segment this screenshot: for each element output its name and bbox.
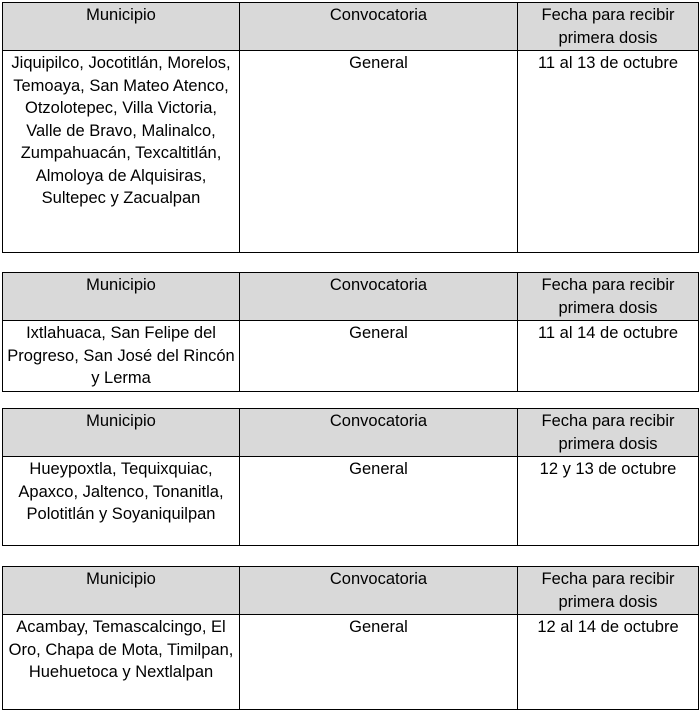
table-row — [3, 615, 699, 710]
cell-fecha: 12 y 13 de octubre — [518, 457, 699, 546]
cell-convocatoria: General — [240, 51, 518, 253]
cell-municipios: Acambay, Temascalcingo, El Oro, Chapa de Mota, Timilpan, Huehuetoca y Nextlalpan — [3, 615, 240, 710]
header-fecha: Fecha para recibir primera dosis — [518, 409, 699, 457]
cell-convocatoria: General — [240, 457, 518, 546]
header-fecha: Fecha para recibir primera dosis — [518, 3, 699, 51]
header-fecha: Fecha para recibir primera dosis — [518, 567, 699, 615]
header-municipio: Municipio — [3, 567, 240, 615]
cell-fecha: 12 al 14 de octubre — [518, 615, 699, 710]
table-row — [3, 457, 699, 546]
cell-municipios: Jiquipilco, Jocotitlán, Morelos, Temoaya, San Mateo Atenco, Otzolotepec, Villa Victoria, Valle de Bravo, Malinalco, Zumpahuacán, Texcaltitlán, Almoloya de Alquisiras, Sultepec y Zacualpan — [3, 51, 240, 253]
header-convocatoria: Convocatoria — [240, 273, 518, 321]
header-row — [3, 3, 699, 51]
schedule-table-1 — [2, 2, 699, 253]
schedule-table-2 — [2, 272, 699, 392]
cell-municipios: Hueypoxtla, Tequixquiac, Apaxco, Jaltenco, Tonanitla, Polotitlán y Soyaniquilpan — [3, 457, 240, 546]
header-municipio: Municipio — [3, 409, 240, 457]
cell-fecha: 11 al 13 de octubre — [518, 51, 699, 253]
header-row — [3, 273, 699, 321]
cell-convocatoria: General — [240, 615, 518, 710]
cell-convocatoria: General — [240, 321, 518, 392]
schedule-table-3 — [2, 408, 699, 546]
header-municipio: Municipio — [3, 273, 240, 321]
table-row — [3, 51, 699, 253]
header-convocatoria: Convocatoria — [240, 567, 518, 615]
header-row — [3, 567, 699, 615]
schedule-table-4 — [2, 566, 699, 710]
header-convocatoria: Convocatoria — [240, 409, 518, 457]
header-fecha: Fecha para recibir primera dosis — [518, 273, 699, 321]
cell-municipios: Ixtlahuaca, San Felipe del Progreso, San José del Rincón y Lerma — [3, 321, 240, 392]
header-row — [3, 409, 699, 457]
cell-fecha: 11 al 14 de octubre — [518, 321, 699, 392]
header-convocatoria: Convocatoria — [240, 3, 518, 51]
header-municipio: Municipio — [3, 3, 240, 51]
table-row — [3, 321, 699, 392]
